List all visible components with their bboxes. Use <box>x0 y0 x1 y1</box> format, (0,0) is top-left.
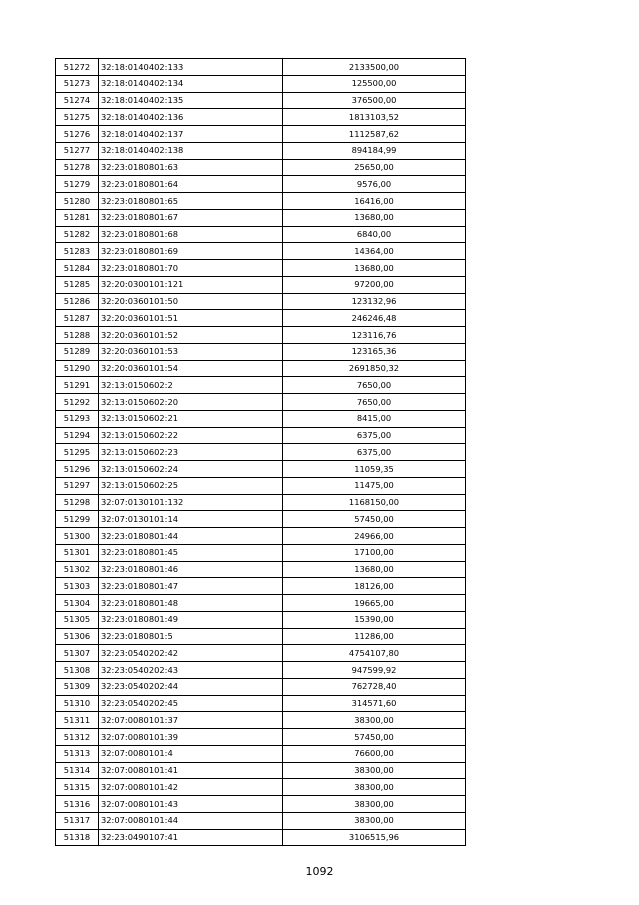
registry-table <box>55 58 466 846</box>
cadastral-number-cell: 32:23:0180801:64 <box>99 176 283 193</box>
table-row <box>56 327 466 344</box>
value-cell: 15390,00 <box>283 611 466 628</box>
cadastral-number-cell: 32:23:0180801:63 <box>99 159 283 176</box>
value-cell: 8415,00 <box>283 410 466 427</box>
table-row <box>56 276 466 293</box>
value-cell: 57450,00 <box>283 511 466 528</box>
table-row <box>56 812 466 829</box>
value-cell: 76600,00 <box>283 745 466 762</box>
row-number-cell: 51294 <box>56 427 99 444</box>
table-row <box>56 343 466 360</box>
cadastral-number-cell: 32:07:0080101:39 <box>99 729 283 746</box>
table-row <box>56 461 466 478</box>
row-number-cell: 51274 <box>56 92 99 109</box>
cadastral-number-cell: 32:23:0180801:70 <box>99 260 283 277</box>
cadastral-number-cell: 32:13:0150602:20 <box>99 394 283 411</box>
table-row <box>56 745 466 762</box>
row-number-cell: 51291 <box>56 377 99 394</box>
cadastral-number-cell: 32:13:0150602:25 <box>99 477 283 494</box>
value-cell: 38300,00 <box>283 812 466 829</box>
cadastral-number-cell: 32:07:0080101:4 <box>99 745 283 762</box>
row-number-cell: 51300 <box>56 528 99 545</box>
cadastral-number-cell: 32:23:0180801:48 <box>99 595 283 612</box>
row-number-cell: 51307 <box>56 645 99 662</box>
table-row <box>56 528 466 545</box>
table-row <box>56 394 466 411</box>
value-cell: 1168150,00 <box>283 494 466 511</box>
row-number-cell: 51306 <box>56 628 99 645</box>
value-cell: 11286,00 <box>283 628 466 645</box>
value-cell: 24966,00 <box>283 528 466 545</box>
row-number-cell: 51283 <box>56 243 99 260</box>
cadastral-number-cell: 32:13:0150602:21 <box>99 410 283 427</box>
cadastral-number-cell: 32:23:0180801:49 <box>99 611 283 628</box>
cadastral-number-cell: 32:07:0080101:41 <box>99 762 283 779</box>
value-cell: 38300,00 <box>283 712 466 729</box>
table-row <box>56 561 466 578</box>
table-row <box>56 695 466 712</box>
table-row <box>56 59 466 76</box>
table-row <box>56 444 466 461</box>
row-number-cell: 51272 <box>56 59 99 76</box>
cadastral-number-cell: 32:07:0130101:132 <box>99 494 283 511</box>
row-number-cell: 51280 <box>56 193 99 210</box>
cadastral-number-cell: 32:20:0300101:121 <box>99 276 283 293</box>
cadastral-number-cell: 32:23:0180801:68 <box>99 226 283 243</box>
table-row <box>56 126 466 143</box>
table-row <box>56 159 466 176</box>
value-cell: 947599,92 <box>283 662 466 679</box>
row-number-cell: 51279 <box>56 176 99 193</box>
cadastral-number-cell: 32:18:0140402:138 <box>99 142 283 159</box>
table-row <box>56 142 466 159</box>
row-number-cell: 51289 <box>56 343 99 360</box>
cadastral-number-cell: 32:23:0180801:5 <box>99 628 283 645</box>
table-row <box>56 796 466 813</box>
cadastral-number-cell: 32:07:0080101:44 <box>99 812 283 829</box>
table-row <box>56 427 466 444</box>
row-number-cell: 51302 <box>56 561 99 578</box>
row-number-cell: 51314 <box>56 762 99 779</box>
row-number-cell: 51318 <box>56 829 99 846</box>
table-row <box>56 260 466 277</box>
cadastral-number-cell: 32:23:0540202:45 <box>99 695 283 712</box>
cadastral-number-cell: 32:13:0150602:24 <box>99 461 283 478</box>
row-number-cell: 51301 <box>56 544 99 561</box>
row-number-cell: 51286 <box>56 293 99 310</box>
cadastral-number-cell: 32:23:0180801:46 <box>99 561 283 578</box>
table-row <box>56 477 466 494</box>
value-cell: 17100,00 <box>283 544 466 561</box>
table-row <box>56 829 466 846</box>
value-cell: 123165,36 <box>283 343 466 360</box>
table-row <box>56 578 466 595</box>
cadastral-number-cell: 32:18:0140402:136 <box>99 109 283 126</box>
page-number: 1092 <box>305 865 334 878</box>
table-row <box>56 109 466 126</box>
cadastral-number-cell: 32:07:0080101:42 <box>99 779 283 796</box>
cadastral-number-cell: 32:18:0140402:134 <box>99 75 283 92</box>
row-number-cell: 51311 <box>56 712 99 729</box>
value-cell: 38300,00 <box>283 796 466 813</box>
value-cell: 376500,00 <box>283 92 466 109</box>
cadastral-number-cell: 32:23:0490107:41 <box>99 829 283 846</box>
row-number-cell: 51273 <box>56 75 99 92</box>
row-number-cell: 51309 <box>56 678 99 695</box>
cadastral-number-cell: 32:23:0180801:45 <box>99 544 283 561</box>
value-cell: 6375,00 <box>283 427 466 444</box>
cadastral-number-cell: 32:23:0540202:44 <box>99 678 283 695</box>
value-cell: 11475,00 <box>283 477 466 494</box>
cadastral-number-cell: 32:07:0080101:43 <box>99 796 283 813</box>
cadastral-number-cell: 32:20:0360101:50 <box>99 293 283 310</box>
row-number-cell: 51310 <box>56 695 99 712</box>
value-cell: 13680,00 <box>283 209 466 226</box>
row-number-cell: 51316 <box>56 796 99 813</box>
table-row <box>56 779 466 796</box>
row-number-cell: 51285 <box>56 276 99 293</box>
value-cell: 762728,40 <box>283 678 466 695</box>
cadastral-number-cell: 32:20:0360101:52 <box>99 327 283 344</box>
cadastral-number-cell: 32:23:0180801:47 <box>99 578 283 595</box>
table-row <box>56 92 466 109</box>
value-cell: 6375,00 <box>283 444 466 461</box>
value-cell: 2691850,32 <box>283 360 466 377</box>
row-number-cell: 51293 <box>56 410 99 427</box>
value-cell: 6840,00 <box>283 226 466 243</box>
cadastral-number-cell: 32:13:0150602:22 <box>99 427 283 444</box>
table-row <box>56 310 466 327</box>
cadastral-number-cell: 32:23:0540202:43 <box>99 662 283 679</box>
table-row <box>56 628 466 645</box>
table-row <box>56 293 466 310</box>
table-row <box>56 410 466 427</box>
value-cell: 18126,00 <box>283 578 466 595</box>
table-row <box>56 494 466 511</box>
value-cell: 7650,00 <box>283 394 466 411</box>
cadastral-number-cell: 32:13:0150602:2 <box>99 377 283 394</box>
table-row <box>56 360 466 377</box>
table-row <box>56 75 466 92</box>
row-number-cell: 51276 <box>56 126 99 143</box>
value-cell: 13680,00 <box>283 260 466 277</box>
value-cell: 123116,76 <box>283 327 466 344</box>
value-cell: 125500,00 <box>283 75 466 92</box>
table-row <box>56 662 466 679</box>
table-row <box>56 193 466 210</box>
cadastral-number-cell: 32:20:0360101:51 <box>99 310 283 327</box>
cadastral-number-cell: 32:23:0180801:69 <box>99 243 283 260</box>
row-number-cell: 51308 <box>56 662 99 679</box>
value-cell: 3106515,96 <box>283 829 466 846</box>
table-row <box>56 176 466 193</box>
cadastral-number-cell: 32:18:0140402:135 <box>99 92 283 109</box>
table-row <box>56 645 466 662</box>
table-row <box>56 595 466 612</box>
table-row <box>56 611 466 628</box>
value-cell: 1112587,62 <box>283 126 466 143</box>
value-cell: 38300,00 <box>283 779 466 796</box>
cadastral-number-cell: 32:23:0540202:42 <box>99 645 283 662</box>
row-number-cell: 51295 <box>56 444 99 461</box>
cadastral-number-cell: 32:18:0140402:133 <box>99 59 283 76</box>
value-cell: 38300,00 <box>283 762 466 779</box>
value-cell: 13680,00 <box>283 561 466 578</box>
value-cell: 123132,96 <box>283 293 466 310</box>
row-number-cell: 51296 <box>56 461 99 478</box>
row-number-cell: 51290 <box>56 360 99 377</box>
row-number-cell: 51305 <box>56 611 99 628</box>
row-number-cell: 51298 <box>56 494 99 511</box>
value-cell: 16416,00 <box>283 193 466 210</box>
cadastral-number-cell: 32:07:0080101:37 <box>99 712 283 729</box>
table-row <box>56 377 466 394</box>
value-cell: 4754107,80 <box>283 645 466 662</box>
row-number-cell: 51277 <box>56 142 99 159</box>
table-row <box>56 209 466 226</box>
cadastral-number-cell: 32:20:0360101:54 <box>99 360 283 377</box>
row-number-cell: 51288 <box>56 327 99 344</box>
row-number-cell: 51278 <box>56 159 99 176</box>
table-row <box>56 511 466 528</box>
table-row <box>56 712 466 729</box>
row-number-cell: 51284 <box>56 260 99 277</box>
value-cell: 14364,00 <box>283 243 466 260</box>
cadastral-number-cell: 32:23:0180801:44 <box>99 528 283 545</box>
row-number-cell: 51297 <box>56 477 99 494</box>
value-cell: 9576,00 <box>283 176 466 193</box>
cadastral-number-cell: 32:07:0130101:14 <box>99 511 283 528</box>
row-number-cell: 51292 <box>56 394 99 411</box>
value-cell: 1813103,52 <box>283 109 466 126</box>
cadastral-number-cell: 32:23:0180801:67 <box>99 209 283 226</box>
row-number-cell: 51299 <box>56 511 99 528</box>
cadastral-number-cell: 32:20:0360101:53 <box>99 343 283 360</box>
cadastral-number-cell: 32:18:0140402:137 <box>99 126 283 143</box>
row-number-cell: 51282 <box>56 226 99 243</box>
table-row <box>56 678 466 695</box>
registry-table-body <box>56 59 466 846</box>
row-number-cell: 51303 <box>56 578 99 595</box>
row-number-cell: 51312 <box>56 729 99 746</box>
value-cell: 11059,35 <box>283 461 466 478</box>
row-number-cell: 51281 <box>56 209 99 226</box>
cadastral-number-cell: 32:13:0150602:23 <box>99 444 283 461</box>
row-number-cell: 51317 <box>56 812 99 829</box>
value-cell: 25650,00 <box>283 159 466 176</box>
value-cell: 7650,00 <box>283 377 466 394</box>
value-cell: 19665,00 <box>283 595 466 612</box>
cadastral-number-cell: 32:23:0180801:65 <box>99 193 283 210</box>
table-row <box>56 226 466 243</box>
row-number-cell: 51287 <box>56 310 99 327</box>
table-row <box>56 762 466 779</box>
table-row <box>56 243 466 260</box>
value-cell: 246246,48 <box>283 310 466 327</box>
row-number-cell: 51275 <box>56 109 99 126</box>
value-cell: 2133500,00 <box>283 59 466 76</box>
value-cell: 97200,00 <box>283 276 466 293</box>
value-cell: 894184,99 <box>283 142 466 159</box>
table-row <box>56 729 466 746</box>
row-number-cell: 51304 <box>56 595 99 612</box>
value-cell: 57450,00 <box>283 729 466 746</box>
row-number-cell: 51315 <box>56 779 99 796</box>
value-cell: 314571,60 <box>283 695 466 712</box>
row-number-cell: 51313 <box>56 745 99 762</box>
table-row <box>56 544 466 561</box>
